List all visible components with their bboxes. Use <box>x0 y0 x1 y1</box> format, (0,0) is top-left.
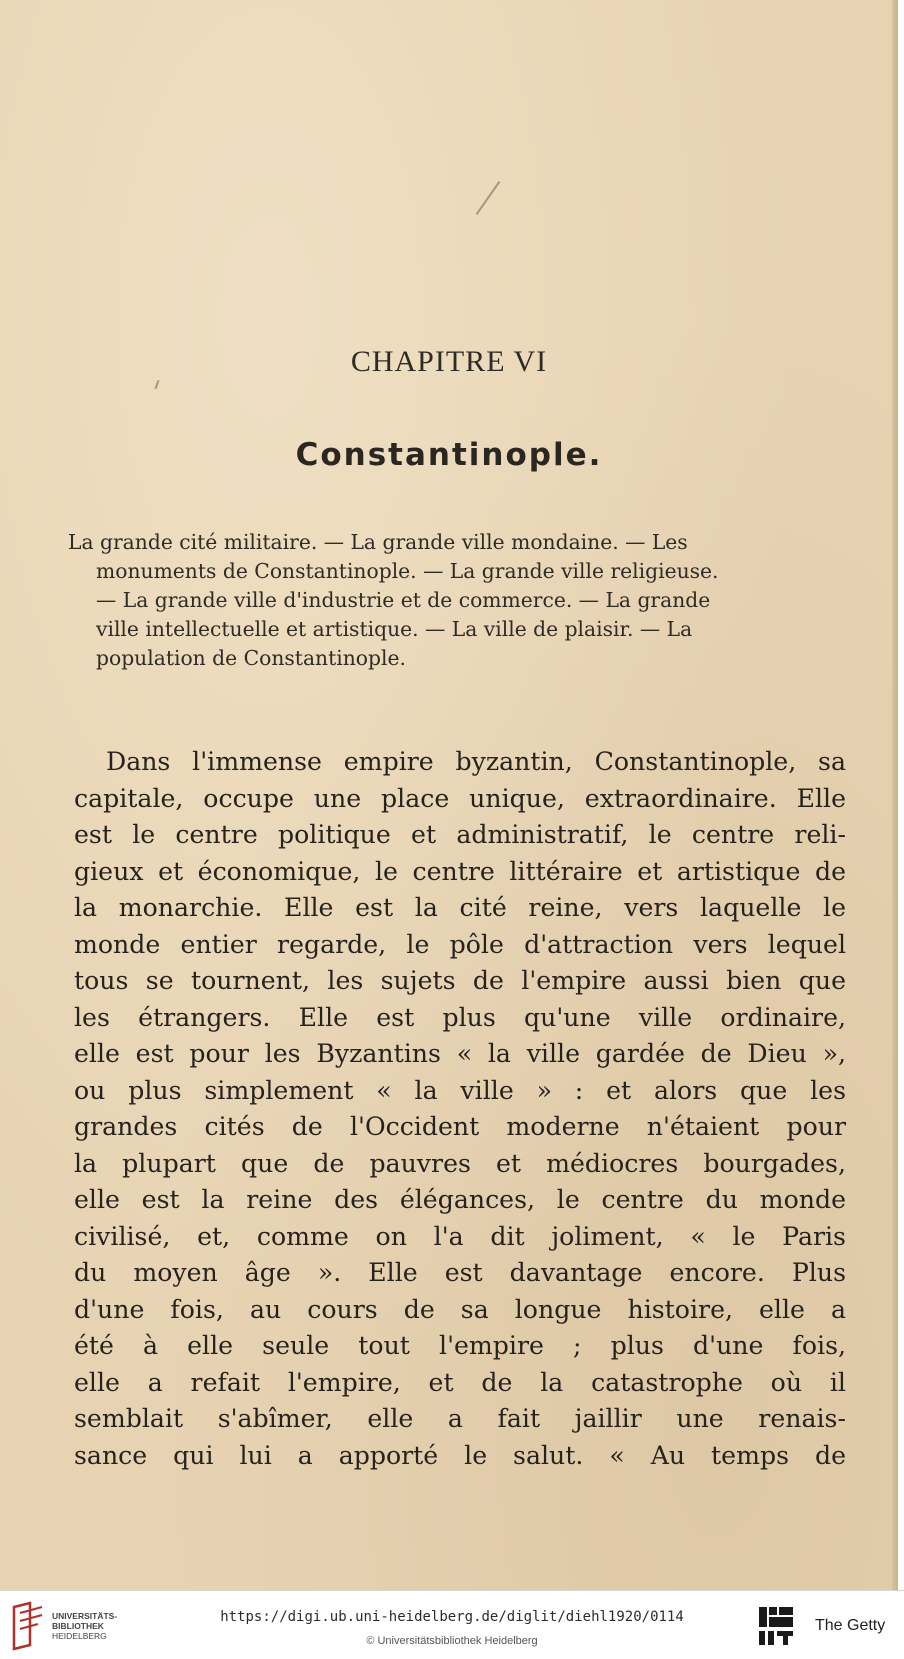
body-line: tous se tournent, les sujets de l'empire aussi bien que <box>74 966 846 995</box>
body-line: la plupart que de pauvres et médiocres bourgades, <box>74 1148 846 1178</box>
body-line: ou plus simplement « la ville » : et alors que les <box>74 1075 846 1105</box>
chapter-title: Constantinople. <box>295 437 603 473</box>
body-line: grandes cités de l'Occident moderne n'étaient pour <box>74 1112 846 1141</box>
body-line: monde entier regarde, le pôle d'attraction vers lequel <box>74 929 846 959</box>
getty-logo-icon[interactable] <box>757 1605 797 1647</box>
scan-mark <box>476 181 501 215</box>
body-line: les étrangers. Elle est plus qu'une ville ordinaire, <box>74 1002 846 1032</box>
body-line: elle a refait l'empire, et de la catastrophe où il <box>74 1367 846 1397</box>
page-edge <box>892 0 898 1590</box>
footer-bar <box>0 1590 904 1659</box>
body-line: Dans l'immense empire byzantin, Constantinople, sa <box>106 747 846 776</box>
library-name-line: BIBLIOTHEK <box>52 1621 104 1631</box>
body-paragraph <box>74 744 846 1474</box>
chapter-summary <box>68 528 843 673</box>
chapter-heading: CHAPITRE VI <box>350 345 548 378</box>
summary-line: ville intellectuelle et artistique. — La ville de plaisir. — La <box>96 617 693 641</box>
body-line: est le centre politique et administratif, le centre reli- <box>74 820 846 849</box>
summary-line: monuments de Constantinople. — La grande ville religieuse. <box>96 559 719 583</box>
body-line: d'une fois, au cours de sa longue histoire, elle a <box>74 1294 846 1324</box>
summary-line: population de Constantinople. <box>96 646 406 670</box>
body-line: gieux et économique, le centre littéraire et artistique de <box>74 856 846 886</box>
body-line: du moyen âge ». Elle est davantage encore. Plus <box>74 1258 846 1287</box>
body-line: sance qui lui a apporté le salut. « Au temps de <box>74 1440 846 1470</box>
copyright-text: © Universitätsbibliothek Heidelberg <box>366 1635 538 1647</box>
library-name-line: HEIDELBERG <box>52 1631 107 1641</box>
body-line: elle est la reine des élégances, le centre du monde <box>74 1185 846 1214</box>
getty-label: The Getty <box>815 1617 886 1634</box>
body-line: semblait s'abîmer, elle a fait jaillir une renais- <box>74 1404 846 1433</box>
summary-line: — La grande ville d'industrie et de commerce. — La grande <box>96 588 711 612</box>
body-line: civilisé, et, comme on l'a dit joliment, « le Paris <box>74 1221 846 1251</box>
body-line: elle est pour les Byzantins « la ville gardée de Dieu », <box>74 1039 846 1068</box>
permalink-url[interactable]: https://digi.ub.uni-heidelberg.de/diglit/diehl1920/0114 <box>220 1609 684 1625</box>
scan-mark <box>155 380 160 389</box>
library-name-line: UNIVERSITÄTS- <box>52 1611 118 1621</box>
body-line: la monarchie. Elle est la cité reine, vers laquelle le <box>74 893 846 922</box>
body-line: été à elle seule tout l'empire ; plus d'une fois, <box>74 1331 846 1360</box>
body-line: capitale, occupe une place unique, extraordinaire. Elle <box>74 783 846 813</box>
summary-line: La grande cité militaire. — La grande ville mondaine. — Les <box>68 530 688 554</box>
